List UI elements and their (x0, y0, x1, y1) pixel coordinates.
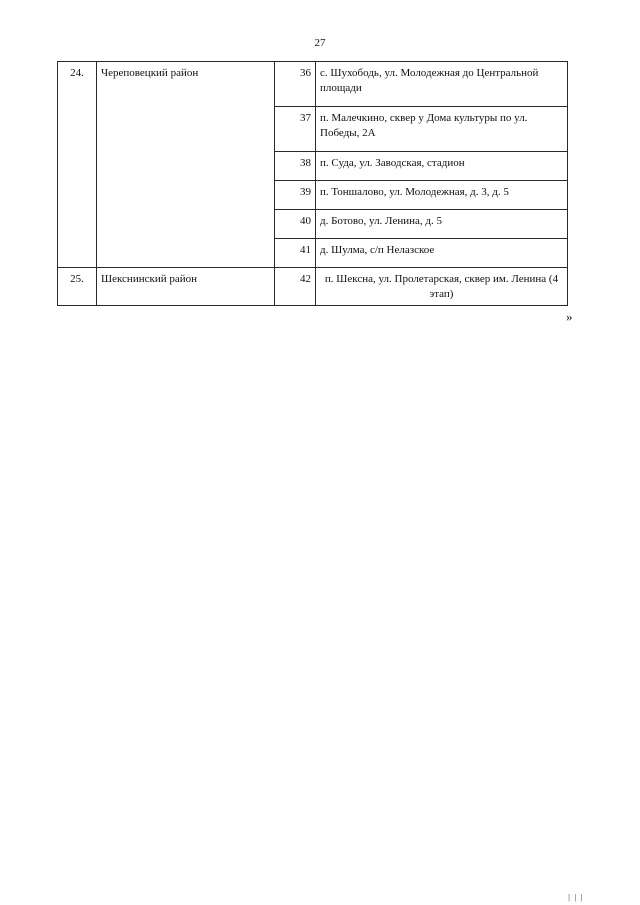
row-index-cell: 37 (275, 107, 316, 152)
row-index-cell: 41 (275, 239, 316, 268)
locations-table (57, 61, 568, 306)
address-cell: п. Шексна, ул. Пролетарская, сквер им. Ленина (4 этап) (316, 268, 568, 306)
address-cell: д. Ботово, ул. Ленина, д. 5 (316, 210, 568, 239)
address-cell: п. Тоншалово, ул. Молодежная, д. 3, д. 5 (316, 181, 568, 210)
group-number-cell: 25. (58, 268, 97, 306)
footer-marks: | | | (568, 893, 584, 902)
address-cell: п. Суда, ул. Заводская, стадион (316, 152, 568, 181)
row-index-cell: 42 (275, 268, 316, 306)
address-cell: п. Малечкино, сквер у Дома культуры по ул. Победы, 2А (316, 107, 568, 152)
row-index-cell: 38 (275, 152, 316, 181)
row-index-cell: 39 (275, 181, 316, 210)
closing-quote: » (566, 309, 573, 324)
group-number-cell: 24. (58, 62, 97, 268)
table-row (58, 62, 568, 107)
page-number: 27 (314, 37, 326, 49)
district-name-cell: Череповецкий район (97, 62, 275, 268)
table-row (58, 268, 568, 306)
address-cell: с. Шухободь, ул. Молодежная до Центральной площади (316, 62, 568, 107)
row-index-cell: 40 (275, 210, 316, 239)
district-name-cell: Шекснинский район (97, 268, 275, 306)
address-cell: д. Шулма, с/п Нелазское (316, 239, 568, 268)
row-index-cell: 36 (275, 62, 316, 107)
